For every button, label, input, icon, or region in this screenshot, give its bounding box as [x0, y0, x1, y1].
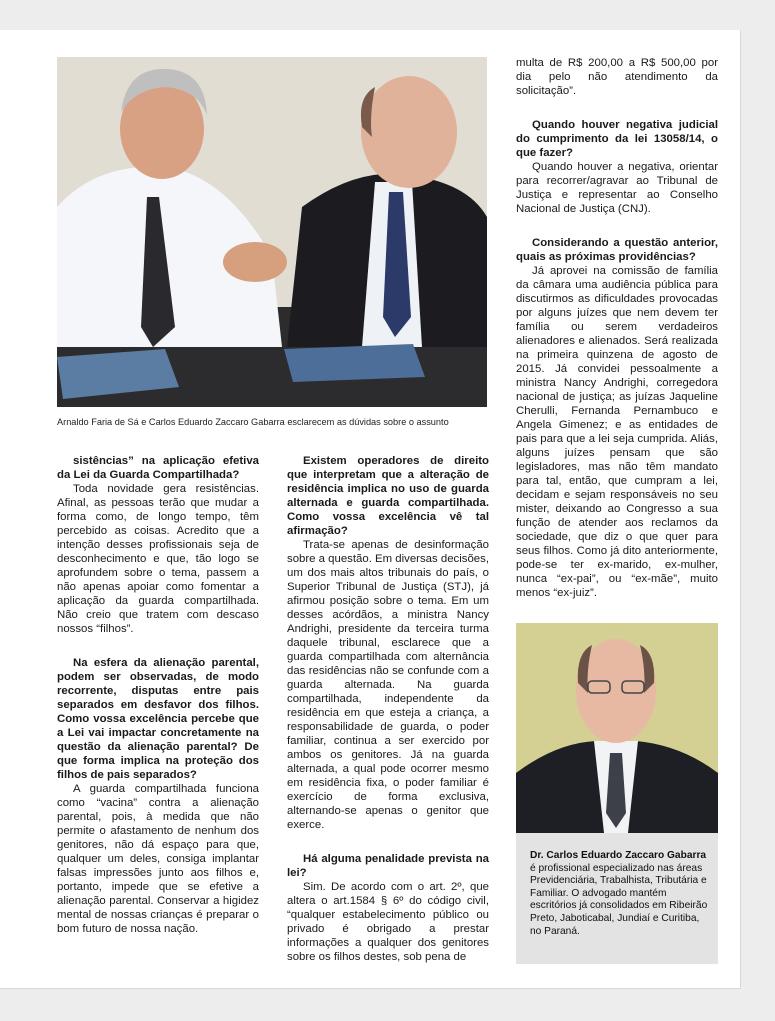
question-continuation: sistências” na aplicação efetiva da Lei da Guarda Compartilhada? [57, 455, 259, 481]
author-portrait [516, 623, 718, 833]
question-heading: Há alguma penalidade prevista na lei? [287, 853, 489, 879]
answer-paragraph: Quando houver a negativa, orientar para recorrer/agravar ao Tribunal de Justiça e representar ao Conselho Nacional de Justiça (CNJ). [516, 161, 718, 215]
question-heading: Considerando a questão anterior, quais as próximas providências? [516, 237, 718, 263]
author-bio-box [516, 833, 718, 964]
interview-photo-illustration [57, 57, 487, 407]
question-heading: Quando houver negativa judicial do cumprimento da lei 13058/14, o que fazer? [516, 119, 718, 159]
answer-paragraph: Já aprovei na comissão de família da câmara uma audiência pública para discutirmos as dificuldades provocadas por alguns juízes que nem devem ter família ou serem verdadeiros alienadores e alienados. Será realizada na primeira quinzena de agosto de 2015. Já convidei pessoalmente a ministra Nancy Andrighi, corregedora nacional de justiça; as juízas Jaqueline Cherulli, Fernanda Pernambuco e Angela Gimenez; e as entidades de pais para que a lei seja cumprida. Aliás, alguns juízes pensam que são legisladores, mas não têm mandato para tal, então, que cumpram a lei, decidam e sejam responsáveis no seu mister, deixando ao Congresso a sua função de atender aos reclamos da sociedade, que diz o que quer para seus filhos. Como já dito anteriormente, pode-se ter ex-marido, ex-mulher, nunca “ex-pai”, ou “ex-mãe”, muito menos “ex-juiz”. [516, 265, 718, 599]
magazine-page [0, 30, 741, 989]
column-3 [516, 56, 718, 600]
column-1 [57, 454, 259, 936]
question-heading: Na esfera da alienação parental, podem ser observadas, de modo recorrente, disputas entre pais separados em desfavor dos filhos. Como vossa excelência percebe que a Lei vai impactar concretamente na questão da alienação parental? De que forma implica na proteção dos filhos de pais separados? [57, 657, 259, 781]
author-bio [530, 850, 710, 938]
column-2 [287, 454, 489, 964]
author-portrait-illustration [516, 623, 718, 833]
answer-paragraph: A guarda compartilhada funciona como “vacina” contra a alienação parental, pois, à medida que não permite o afastamento de nenhum dos genitores, não dá espaço para que, qualquer um deles, consiga implantar falsas impressões junto aos filhos e, portanto, impede que se efetive a alienação parental. Conservar a higidez mental de nossas crianças é preparar o bom futuro de nossa nação. [57, 783, 259, 935]
answer-paragraph: Toda novidade gera resistências. Afinal, as pessoas terão que mudar a forma como, de longo tempo, têm percebido as coisas. Acredito que a intenção desses profissionais seja de desconhecimento e que, tão logo se aprofundem sobre o tema, passem a não apenas apoiar como fomentar a aplicação da guarda compartilhada. Não creio que tratem com descaso nossos “filhos”. [57, 483, 259, 635]
answer-paragraph: multa de R$ 200,00 a R$ 500,00 por dia pelo não atendimento da solicitação”. [516, 57, 718, 97]
author-description: é profissional especializado nas áreas Previdenciária, Trabalhista, Tributária e Familiar. O advogado mantém escritórios já consolidados em Ribeirão Preto, Jaboticabal, Jundiaí e Curitiba, no Paraná. [530, 862, 708, 937]
author-name: Dr. Carlos Eduardo Zaccaro Gabarra [530, 850, 707, 861]
answer-paragraph: Sim. De acordo com o art. 2º, que altera o art.1584 § 6º do código civil, “qualquer estabelecimento público ou privado é obrigado a prestar informações a qualquer dos genitores sobre os filhos destes, sob pena de [287, 881, 489, 963]
interview-photo [57, 57, 487, 407]
photo-caption: Arnaldo Faria de Sá e Carlos Eduardo Zaccaro Gabarra esclarecem as dúvidas sobre o assunto [57, 417, 449, 427]
question-heading: Existem operadores de direito que interpretam que a alteração de residência implica no uso de guarda alternada e guarda compartilhada. Como vossa excelência vê tal afirmação? [287, 455, 489, 537]
answer-paragraph: Trata-se apenas de desinformação sobre a questão. Em diversas decisões, um dos mais altos tribunais do país, o Superior Tribunal de Justiça (STJ), já afirmou posição sobre o tema. Em um desses acórdãos, a ministra Nancy Andrighi, presidente da terceira turma daquele tribunal, esclarece que a guarda compartilhada com alternância das residências não se confunde com a guarda alternada. Na guarda compartilhada, independente da residência em que esteja a criança, a responsabilidade de guarda, o poder familiar, continua a ser exercido por ambos os genitores. Já na guarda alternada, a qual pode ocorrer mesmo em residência fixa, o poder familiar é exercício de forma exclusiva, alternando-se apenas o genitor que exerce. [287, 539, 489, 831]
